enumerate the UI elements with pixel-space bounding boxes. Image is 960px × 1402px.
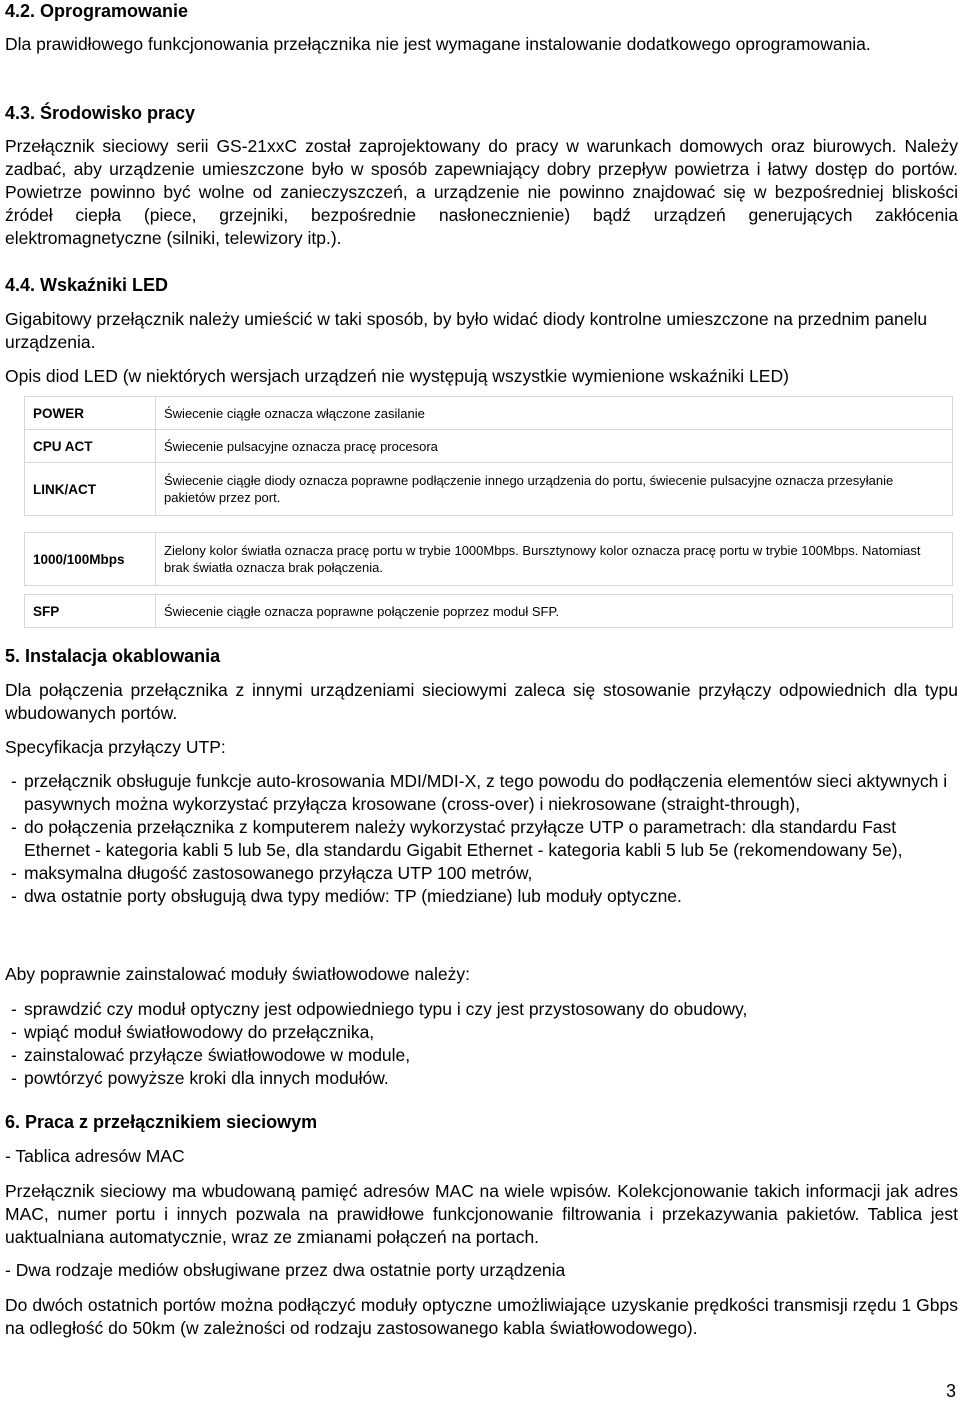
led-desc: Świecenie ciągłe oznacza poprawne połączenie poprzez moduł SFP.	[156, 595, 953, 628]
list-item-text: powtórzyć powyższe kroki dla innych modułów.	[24, 1068, 389, 1088]
mac-paragraph: Przełącznik sieciowy ma wbudowaną pamięć adresów MAC na wiele wpisów. Kolekcjonowanie takich informacji jak adres MAC, numer portu i innych pozwala na prawidłowe funkcjonowanie filtrowania i przekazywania pakietów. Tablica jest uaktualniana automatycznie, wraz ze zmianami połączeń na portach.	[5, 1181, 958, 1247]
heading-work: 6. Praca z przełącznikiem sieciowym	[5, 1112, 318, 1132]
list-item	[5, 1044, 958, 1067]
dash-marker: -	[11, 1045, 17, 1065]
led-row	[25, 595, 953, 628]
led-desc: Świecenie ciągłe diody oznacza poprawne podłączenie innego urządzenia do portu, świecenie pulsacyjne oznacza przesyłanie pakietów przez port.	[156, 463, 953, 516]
led-row	[25, 397, 953, 430]
list-item-text: do połączenia przełącznika z komputerem należy wykorzystać przyłącze UTP o parametrach: dla standardu Fast Ethernet - kategoria kabli 5 lub 5e, dla standardu Gigabit Ethernet - kategoria kabli 5 lub 5e (rekomendowany 5e),	[24, 817, 903, 860]
led-row	[25, 463, 953, 516]
list-item	[5, 998, 958, 1021]
list-item	[5, 862, 958, 885]
optical-intro: Aby poprawnie zainstalować moduły światłowodowe należy:	[5, 964, 470, 984]
list-item-text: maksymalna długość zastosowanego przyłącza UTP 100 metrów,	[24, 863, 533, 883]
led-desc: Świecenie pulsacyjne oznacza pracę procesora	[156, 430, 953, 463]
list-item-text: zainstalować przyłącze światłowodowe w module,	[24, 1045, 411, 1065]
list-item	[5, 885, 958, 908]
mac-subtitle: - Tablica adresów MAC	[5, 1146, 185, 1166]
dash-marker: -	[11, 886, 17, 906]
led-desc: Świecenie ciągłe oznacza włączone zasilanie	[156, 397, 953, 430]
heading-software: 4.2. Oprogramowanie	[5, 1, 189, 21]
led-paragraph-1: Gigabitowy przełącznik należy umieścić w taki sposób, by było widać diody kontrolne umieszczone na przednim panelu urządzenia.	[5, 309, 928, 352]
media-subtitle: - Dwa rodzaje mediów obsługiwane przez dwa ostatnie porty urządzenia	[5, 1260, 566, 1280]
led-row	[25, 430, 953, 463]
led-row-gap	[25, 516, 953, 533]
led-table	[24, 396, 953, 628]
utp-list	[5, 770, 958, 908]
optical-list	[5, 998, 958, 1090]
led-row-gap	[25, 586, 953, 595]
cabling-paragraph-2: Specyfikacja przyłączy UTP:	[5, 737, 226, 757]
list-item-text: wpiąć moduł światłowodowy do przełącznika,	[24, 1022, 375, 1042]
heading-environment: 4.3. Środowisko pracy	[5, 103, 196, 123]
led-key: LINK/ACT	[25, 463, 156, 516]
list-item-text: sprawdzić czy moduł optyczny jest odpowiedniego typu i czy jest przystosowany do obudowy,	[24, 999, 748, 1019]
list-item-text: przełącznik obsługuje funkcje auto-krosowania MDI/MDI-X, z tego powodu do podłączenia elementów sieci aktywnych i pasywnych można wykorzystać przyłącza krosowane (cross-over) i niekrosowane (straight-through),	[24, 771, 948, 814]
list-item-text: dwa ostatnie porty obsługują dwa typy mediów: TP (miedziane) lub moduły optyczne.	[24, 886, 682, 906]
dash-marker: -	[11, 817, 17, 837]
page-number: 3	[945, 1381, 956, 1401]
list-item	[5, 1021, 958, 1044]
dash-marker: -	[11, 1068, 17, 1088]
dash-marker: -	[11, 999, 17, 1019]
led-key: 1000/100Mbps	[25, 533, 156, 586]
led-paragraph-2: Opis diod LED (w niektórych wersjach urządzeń nie występują wszystkie wymienione wskaźniki LED)	[5, 366, 789, 386]
list-item	[5, 1067, 958, 1090]
led-row	[25, 533, 953, 586]
heading-led: 4.4. Wskaźniki LED	[5, 275, 169, 295]
software-paragraph: Dla prawidłowego funkcjonowania przełącznika nie jest wymagane instalowanie dodatkowego oprogramowania.	[5, 34, 871, 54]
led-key: CPU ACT	[25, 430, 156, 463]
list-item	[5, 770, 958, 816]
list-item	[5, 816, 958, 862]
dash-marker: -	[11, 1022, 17, 1042]
environment-paragraph: Przełącznik sieciowy serii GS-21xxC został zaprojektowany do pracy w warunkach domowych oraz biurowych. Należy zadbać, aby urządzenie umieszczone było w sposób zapewniający dobry przepływ powietrza i łatwy dostęp do portów. Powietrze powinno być wolne od zanieczyszczeń, a urządzenie nie powinno znajdować się w bezpośredniej bliskości źródeł ciepła (piece, grzejniki, bezpośrednie nasłonecznienie) bądź urządzeń generujących zakłócenia elektromagnetyczne (silniki, telewizory itp.).	[5, 136, 958, 248]
dash-marker: -	[11, 863, 17, 883]
media-paragraph: Do dwóch ostatnich portów można podłączyć moduły optyczne umożliwiające uzyskanie prędkości transmisji rzędu 1 Gbps na odległość do 50km (w zależności od rodzaju zastosowanego kabla światłowodowego).	[5, 1295, 958, 1338]
led-desc: Zielony kolor światła oznacza pracę portu w trybie 1000Mbps. Bursztynowy kolor oznacza pracę portu w trybie 100Mbps. Natomiast brak światła oznacza brak połączenia.	[156, 533, 953, 586]
cabling-paragraph-1: Dla połączenia przełącznika z innymi urządzeniami sieciowymi zaleca się stosowanie przyłączy odpowiednich dla typu wbudowanych portów.	[5, 680, 958, 723]
led-key: SFP	[25, 595, 156, 628]
heading-cabling: 5. Instalacja okablowania	[5, 646, 221, 666]
dash-marker: -	[11, 771, 17, 791]
led-key: POWER	[25, 397, 156, 430]
